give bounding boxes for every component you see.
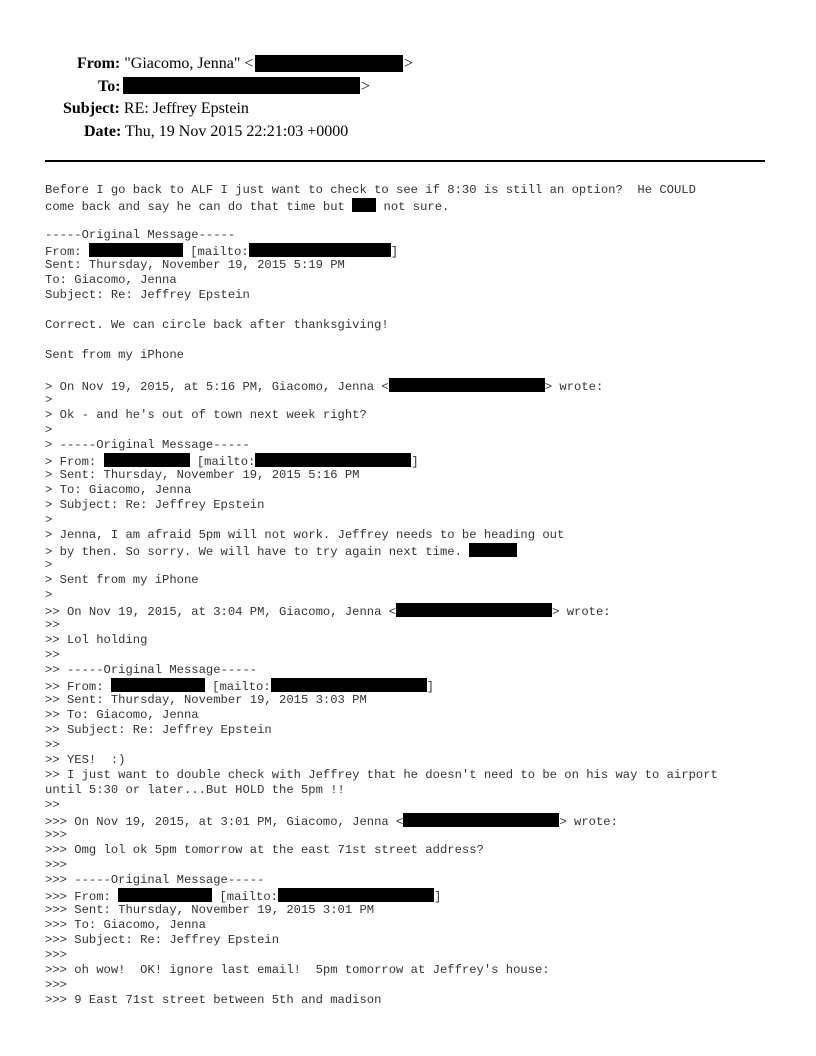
body-line: > To: Giacomo, Jenna: [45, 483, 192, 497]
from-label: From:: [77, 55, 121, 72]
redaction-block: [396, 603, 552, 617]
body-line: >> YES! :): [45, 753, 126, 767]
redaction-block: [469, 543, 517, 557]
body-line: [45, 198, 449, 215]
body-line: >> Subject: Re: Jeffrey Epstein: [45, 723, 272, 737]
redaction-block: [389, 378, 545, 392]
body-line: Before I go back to ALF I just want to check to see if 8:30 is still an option? He COULD: [45, 183, 696, 197]
from-value: "Giacomo, Jenna" <: [124, 55, 254, 72]
redaction-block: [352, 198, 376, 212]
body-line: >> -----Original Message-----: [45, 663, 258, 677]
body-line: > Sent: Thursday, November 19, 2015 5:16 PM: [45, 468, 360, 482]
body-text: [mailto:: [204, 680, 271, 694]
body-text: >>> On Nov 19, 2015, at 3:01 PM, Giacomo, Jenna <: [45, 815, 404, 829]
body-line: [45, 813, 618, 830]
body-text: > wrote:: [552, 605, 611, 619]
redaction-block: [255, 453, 411, 467]
body-text: come back and say he can do that time but: [45, 200, 353, 214]
body-line: >>> oh wow! OK! ignore last email! 5pm tomorrow at Jeffrey's house:: [45, 963, 550, 977]
body-line: Sent from my iPhone: [45, 348, 184, 362]
body-line: > Ok - and he's out of town next week right?: [45, 408, 367, 422]
body-line: until 5:30 or later...But HOLD the 5pm !!: [45, 783, 345, 797]
body-text: >> From:: [45, 680, 111, 694]
subject-header-row: [63, 99, 249, 118]
redaction-block: [111, 678, 205, 692]
body-line: To: Giacomo, Jenna: [45, 273, 177, 287]
body-line: Sent: Thursday, November 19, 2015 5:19 PM: [45, 258, 345, 272]
body-line: > Sent from my iPhone: [45, 573, 199, 587]
body-line: > -----Original Message-----: [45, 438, 250, 452]
to-label: To:: [98, 78, 121, 95]
from-header-row: [77, 54, 253, 73]
body-line: >>> Omg lol ok 5pm tomorrow at the east 71st street address?: [45, 843, 484, 857]
to-header-row: [98, 77, 121, 96]
body-line: [45, 378, 603, 395]
redaction-block: [271, 678, 427, 692]
redaction-block: [249, 243, 391, 257]
body-text: [mailto:: [182, 245, 249, 259]
header-divider: [45, 160, 765, 162]
body-line: >>>: [45, 978, 67, 992]
body-line: >>: [45, 648, 60, 662]
body-line: Correct. We can circle back after thanksgiving!: [45, 318, 389, 332]
date-label: Date:: [84, 123, 122, 140]
body-line: [45, 603, 611, 620]
body-line: >>>: [45, 858, 67, 872]
body-line: >>> -----Original Message-----: [45, 873, 265, 887]
date-header-row: [84, 122, 348, 141]
body-text: >> On Nov 19, 2015, at 3:04 PM, Giacomo, Jenna <: [45, 605, 397, 619]
body-text: ]: [433, 890, 442, 904]
body-text: > On Nov 19, 2015, at 5:16 PM, Giacomo, Jenna <: [45, 380, 389, 394]
redaction-block: [255, 55, 403, 72]
body-line: >>> Sent: Thursday, November 19, 2015 3:01 PM: [45, 903, 375, 917]
redaction-block: [123, 77, 360, 94]
body-line: >>: [45, 738, 60, 752]
body-line: >>> Subject: Re: Jeffrey Epstein: [45, 933, 280, 947]
body-line: > Jenna, I am afraid 5pm will not work. Jeffrey needs to be heading out: [45, 528, 565, 542]
body-text: > wrote:: [559, 815, 618, 829]
body-line: >>>: [45, 828, 67, 842]
body-text: not sure.: [376, 200, 450, 214]
subject-value: RE: Jeffrey Epstein: [123, 100, 249, 117]
body-text: > From:: [45, 455, 104, 469]
body-text: From:: [45, 245, 89, 259]
date-value: Thu, 19 Nov 2015 22:21:03 +0000: [125, 123, 349, 140]
body-line: >>> 9 East 71st street between 5th and madison: [45, 993, 382, 1007]
body-text: > by then. So sorry. We will have to try again next time.: [45, 545, 470, 559]
body-line: >>: [45, 798, 60, 812]
body-text: ]: [426, 680, 434, 694]
to-close: >: [361, 78, 371, 95]
body-line: [45, 543, 517, 560]
body-line: >> Sent: Thursday, November 19, 2015 3:03 PM: [45, 693, 367, 707]
redaction-block: [118, 888, 212, 902]
redaction-block: [104, 453, 190, 467]
redaction-block: [89, 243, 183, 257]
body-text: [mailto:: [189, 455, 256, 469]
body-line: >>>: [45, 948, 67, 962]
body-line: >> To: Giacomo, Jenna: [45, 708, 199, 722]
from-close: >: [404, 55, 414, 72]
body-line: > Subject: Re: Jeffrey Epstein: [45, 498, 265, 512]
body-text: ]: [390, 245, 399, 259]
body-line: >>: [45, 618, 60, 632]
body-line: >: [45, 588, 53, 602]
body-line: >> Lol holding: [45, 633, 148, 647]
body-line: >> I just want to double check with Jeffrey that he doesn't need to be on his way to airport: [45, 768, 718, 782]
redaction-block: [403, 813, 559, 827]
body-text: ]: [411, 455, 419, 469]
body-line: >: [45, 393, 53, 407]
body-line: >: [45, 423, 53, 437]
body-text: > wrote:: [544, 380, 604, 394]
body-line: -----Original Message-----: [45, 228, 236, 242]
body-line: >: [45, 558, 53, 572]
body-line: >>> To: Giacomo, Jenna: [45, 918, 206, 932]
body-text: [mailto:: [212, 890, 278, 904]
body-line: >: [45, 513, 53, 527]
subject-label: Subject:: [63, 100, 120, 117]
body-line: Subject: Re: Jeffrey Epstein: [45, 288, 250, 302]
redaction-block: [278, 888, 434, 902]
body-text: >>> From:: [45, 890, 119, 904]
